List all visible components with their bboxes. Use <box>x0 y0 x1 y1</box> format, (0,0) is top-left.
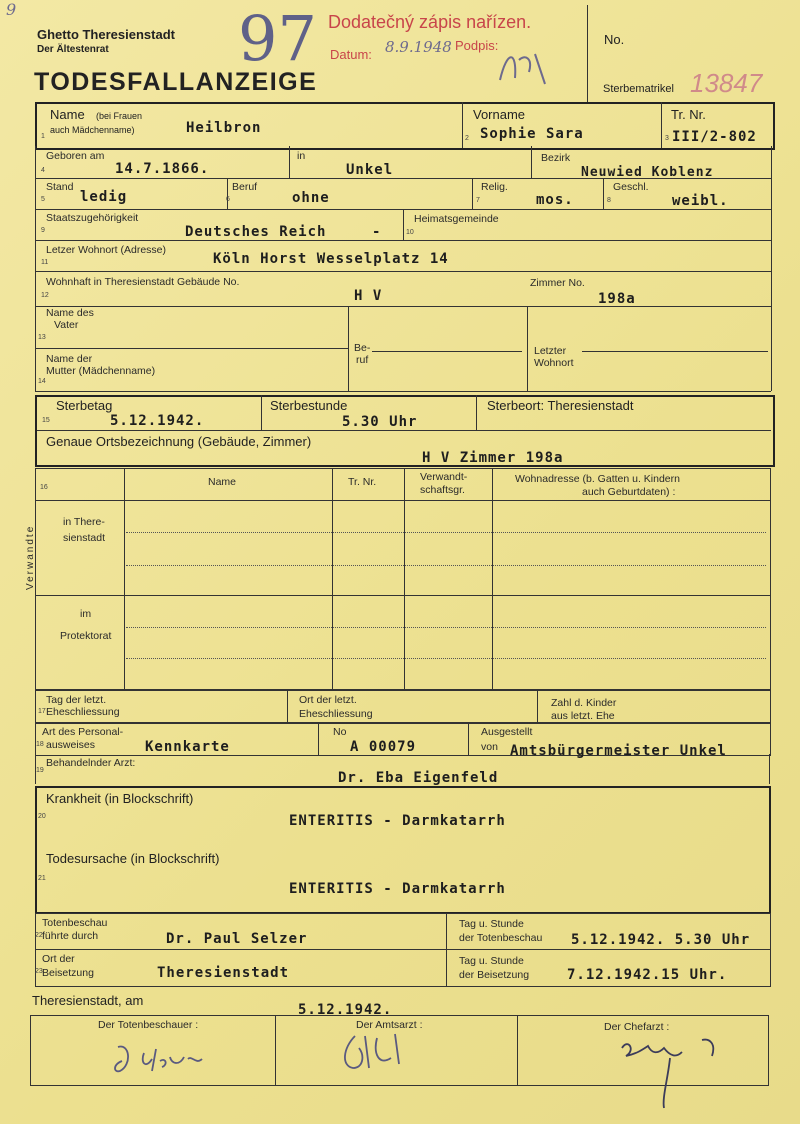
rule <box>35 271 771 272</box>
field-number: 3 <box>665 135 669 142</box>
rule <box>35 240 771 241</box>
divider <box>476 395 477 430</box>
rule <box>126 532 766 533</box>
ther-building-value: H V <box>354 288 383 304</box>
inspection-value: Dr. Paul Selzer <box>166 931 308 947</box>
signature-inspector <box>110 1035 220 1080</box>
beruf-value: ohne <box>292 190 330 206</box>
death-place-label: Sterbeort: Theresienstadt <box>487 398 634 413</box>
field-number: 13 <box>38 334 46 341</box>
residence-value: Köln Horst Wesselplatz 14 <box>213 251 449 267</box>
id-no-label: No <box>333 726 347 738</box>
place-date-label: Theresienstadt, am <box>32 993 144 1008</box>
bezirk-value: Neuwied Koblenz <box>581 165 714 180</box>
field-number: 1 <box>41 133 45 140</box>
divider <box>517 1015 518 1085</box>
death-location-value: H V Zimmer 198a <box>422 450 564 466</box>
field-number: 10 <box>406 229 414 236</box>
stamp-datum: Datum: <box>330 47 372 62</box>
parent-beruf-label1: Be- <box>354 342 371 354</box>
rule <box>126 658 766 659</box>
field-number: 4 <box>41 167 45 174</box>
divider <box>531 146 532 178</box>
room-value: 198a <box>598 291 636 307</box>
children-label1: Zahl d. Kinder <box>551 697 617 709</box>
cause-label: Todesursache (in Blockschrift) <box>46 851 220 866</box>
first-name-value: Sophie Sara <box>480 126 584 142</box>
doctor-value: Dr. Eba Eigenfeld <box>338 770 499 786</box>
inspection-time-value: 5.12.1942. 5.30 Uhr <box>571 932 751 948</box>
org-name: Ghetto Theresienstadt <box>37 27 175 42</box>
field-number: 8 <box>607 197 611 204</box>
field-number: 23 <box>35 968 43 975</box>
rule <box>37 430 771 431</box>
mother-label2: Mutter (Mädchenname) <box>46 365 156 377</box>
relig-value: mos. <box>536 192 574 208</box>
field-number: 2 <box>465 135 469 142</box>
disease-value: ENTERITIS - Darmkatarrh <box>289 813 506 829</box>
id-type-value: Kennkarte <box>145 739 230 755</box>
inspection-label1: Totenbeschau <box>42 917 108 929</box>
burial-time-label2: der Beisetzung <box>459 969 530 981</box>
relatives-side-label: Verwandte <box>25 524 36 590</box>
relatives-table <box>35 468 771 690</box>
sig-inspector-label: Der Totenbeschauer : <box>98 1019 199 1031</box>
rule <box>35 949 771 950</box>
divider <box>275 1015 276 1085</box>
sig-chief-label: Der Chefarzt : <box>604 1021 670 1033</box>
divider <box>227 178 228 209</box>
col-tr: Tr. Nr. <box>348 476 377 488</box>
id-type-label2: ausweises <box>46 739 96 751</box>
burial-place-label1: Ort der <box>42 953 75 965</box>
marriage-place-label1: Ort der letzt. <box>299 694 357 706</box>
page-corner-mark: 9 <box>6 0 17 19</box>
divider <box>289 146 290 178</box>
issued-value: Amtsbürgermeister Unkel <box>510 743 727 759</box>
tr-label: Tr. Nr. <box>671 107 706 122</box>
parent-wohn-label1: Letzter <box>534 345 567 357</box>
field-number: 21 <box>38 875 46 882</box>
birth-place-value: Unkel <box>346 162 394 178</box>
col-rel1: Verwandt- <box>420 471 468 483</box>
stand-value: ledig <box>80 189 128 205</box>
rule <box>35 500 771 501</box>
right-border <box>771 146 772 391</box>
handwritten-number: 97 <box>238 2 317 75</box>
rule <box>582 351 768 352</box>
right-border <box>769 754 770 784</box>
death-day-value: 5.12.1942. <box>110 413 205 429</box>
stamp-signature <box>495 40 555 90</box>
rule <box>126 627 766 628</box>
rule <box>372 351 522 352</box>
field-number: 17 <box>38 708 46 715</box>
disease-label: Krankheit (in Blockschrift) <box>46 791 194 806</box>
field-number: 18 <box>36 741 44 748</box>
col-addr1: Wohnadresse (b. Gatten u. Kindern <box>515 473 680 485</box>
field-number: 20 <box>38 813 46 820</box>
death-box <box>35 395 775 467</box>
divider <box>332 468 333 690</box>
citizen-value: Deutsches Reich <box>185 224 327 240</box>
divider <box>492 468 493 690</box>
id-no-value: A 00079 <box>350 739 417 755</box>
field-number: 12 <box>41 292 49 299</box>
form-title: TODESFALLANZEIGE <box>34 68 318 96</box>
rule <box>35 595 771 596</box>
field-number: 16 <box>40 484 48 491</box>
col-rel2: schaftsgr. <box>420 484 465 496</box>
field-number: 5 <box>41 196 45 203</box>
divider <box>124 468 125 690</box>
death-hour-value: 5.30 Uhr <box>342 414 418 430</box>
burial-place-value: Theresienstadt <box>157 965 290 981</box>
first-name-label: Vorname <box>473 107 526 122</box>
stamp-dodatecny: Dodatečný zápis nařízen. <box>328 12 532 32</box>
residence-label: Letzer Wohnort (Adresse) <box>46 244 167 256</box>
divider <box>537 690 538 723</box>
birth-in-label: in <box>297 150 306 162</box>
mother-label1: Name der <box>46 353 93 365</box>
death-hour-label: Sterbestunde <box>270 398 348 413</box>
rule <box>35 306 771 307</box>
ther-building-label: Wohnhaft in Theresienstadt Gebäude No. <box>46 276 240 288</box>
issued-label1: Ausgestellt <box>481 726 533 738</box>
header-divider <box>587 5 588 102</box>
matrikel-label: Sterbematrikel <box>603 83 674 95</box>
name-label: Name <box>50 107 85 122</box>
marriage-place-label2: Eheschliessung <box>299 708 373 720</box>
no-label: No. <box>604 32 625 47</box>
divider <box>287 690 288 723</box>
name-value: Heilbron <box>186 120 262 136</box>
parent-beruf-label2: ruf <box>356 354 369 366</box>
name-label-sub1: (bei Frauen <box>96 111 143 121</box>
father-label1: Name des <box>46 307 94 319</box>
stamp-podpis: Podpis: <box>455 38 499 53</box>
sig-official-label: Der Amtsarzt : <box>356 1019 423 1031</box>
im-label: im <box>80 608 92 620</box>
name-box <box>35 102 775 150</box>
id-type-label1: Art des Personal- <box>42 726 124 738</box>
footer-date: 5.12.1942. <box>298 1002 393 1018</box>
field-number: 11 <box>41 259 49 266</box>
stamp-handwritten-date: 8.9.1948 <box>385 38 452 56</box>
burial-time-value: 7.12.1942.15 Uhr. <box>567 967 728 983</box>
rule <box>35 391 771 392</box>
field-number: 7 <box>476 197 480 204</box>
beruf-label: Beruf <box>232 181 258 193</box>
marriage-row <box>35 690 771 724</box>
heimat-label: Heimatsgemeinde <box>414 213 499 225</box>
room-label: Zimmer No. <box>530 277 585 289</box>
col-addr2: auch Geburtdaten) : <box>582 486 676 498</box>
divider <box>661 102 662 148</box>
doctor-label: Behandelnder Arzt: <box>46 757 136 769</box>
citizen-label: Staatszugehörigkeit <box>46 212 139 224</box>
divider <box>403 209 404 240</box>
geschl-value: weibl. <box>672 193 729 209</box>
protektorat-label: Protektorat <box>60 630 112 642</box>
field-number: 19 <box>36 767 44 774</box>
rule <box>126 565 766 566</box>
left-border <box>35 146 36 391</box>
field-number: 15 <box>42 417 50 424</box>
signature-chief <box>612 1028 732 1113</box>
divider <box>472 178 473 209</box>
divider <box>348 306 349 391</box>
burial-time-label1: Tag u. Stunde <box>459 955 524 967</box>
divider <box>462 102 463 148</box>
name-label-sub2: auch Mädchenname) <box>50 125 135 135</box>
marriage-date-label2: Eheschliessung <box>46 706 120 718</box>
marriage-date-label1: Tag der letzt. <box>46 694 107 706</box>
divider <box>261 395 262 430</box>
father-label2: Vater <box>54 319 79 331</box>
field-number: 9 <box>41 227 45 234</box>
relig-label: Relig. <box>481 181 508 193</box>
death-day-label: Sterbetag <box>56 398 113 413</box>
children-label2: aus letzt. Ehe <box>551 710 615 722</box>
inspection-time-label1: Tag u. Stunde <box>459 918 524 930</box>
field-number: 22 <box>35 932 43 939</box>
field-number: 14 <box>38 378 46 385</box>
inspection-time-label2: der Totenbeschau <box>459 932 543 944</box>
birth-date-label: Geboren am <box>46 150 105 162</box>
divider <box>318 722 319 755</box>
divider <box>446 913 447 986</box>
birth-date-value: 14.7.1866. <box>115 161 210 177</box>
divider <box>527 306 528 391</box>
issued-label2: von <box>481 741 498 753</box>
burial-place-label2: Beisetzung <box>42 967 94 979</box>
tr-value: III/2-802 <box>672 129 757 145</box>
parent-wohn-label2: Wohnort <box>534 357 574 369</box>
divider <box>468 722 469 755</box>
council-name: Der Ältestenrat <box>37 44 109 55</box>
rule <box>35 348 348 349</box>
bezirk-label: Bezirk <box>541 152 571 164</box>
divider <box>404 468 405 690</box>
col-name: Name <box>208 476 237 488</box>
inspection-label2: führte durch <box>42 930 99 942</box>
stand-label: Stand <box>46 181 74 193</box>
in-there-label2: sienstadt <box>63 532 106 544</box>
death-location-label: Genaue Ortsbezeichnung (Gebäude, Zimmer) <box>46 434 312 449</box>
cause-value: ENTERITIS - Darmkatarrh <box>289 881 506 897</box>
matrikel-value: 13847 <box>690 68 763 98</box>
divider <box>603 178 604 209</box>
field-number: 6 <box>226 196 230 203</box>
signature-official <box>335 1028 415 1078</box>
citizen-dash: - <box>372 224 382 240</box>
geschl-label: Geschl. <box>613 181 649 193</box>
in-there-label1: in There- <box>63 516 105 528</box>
